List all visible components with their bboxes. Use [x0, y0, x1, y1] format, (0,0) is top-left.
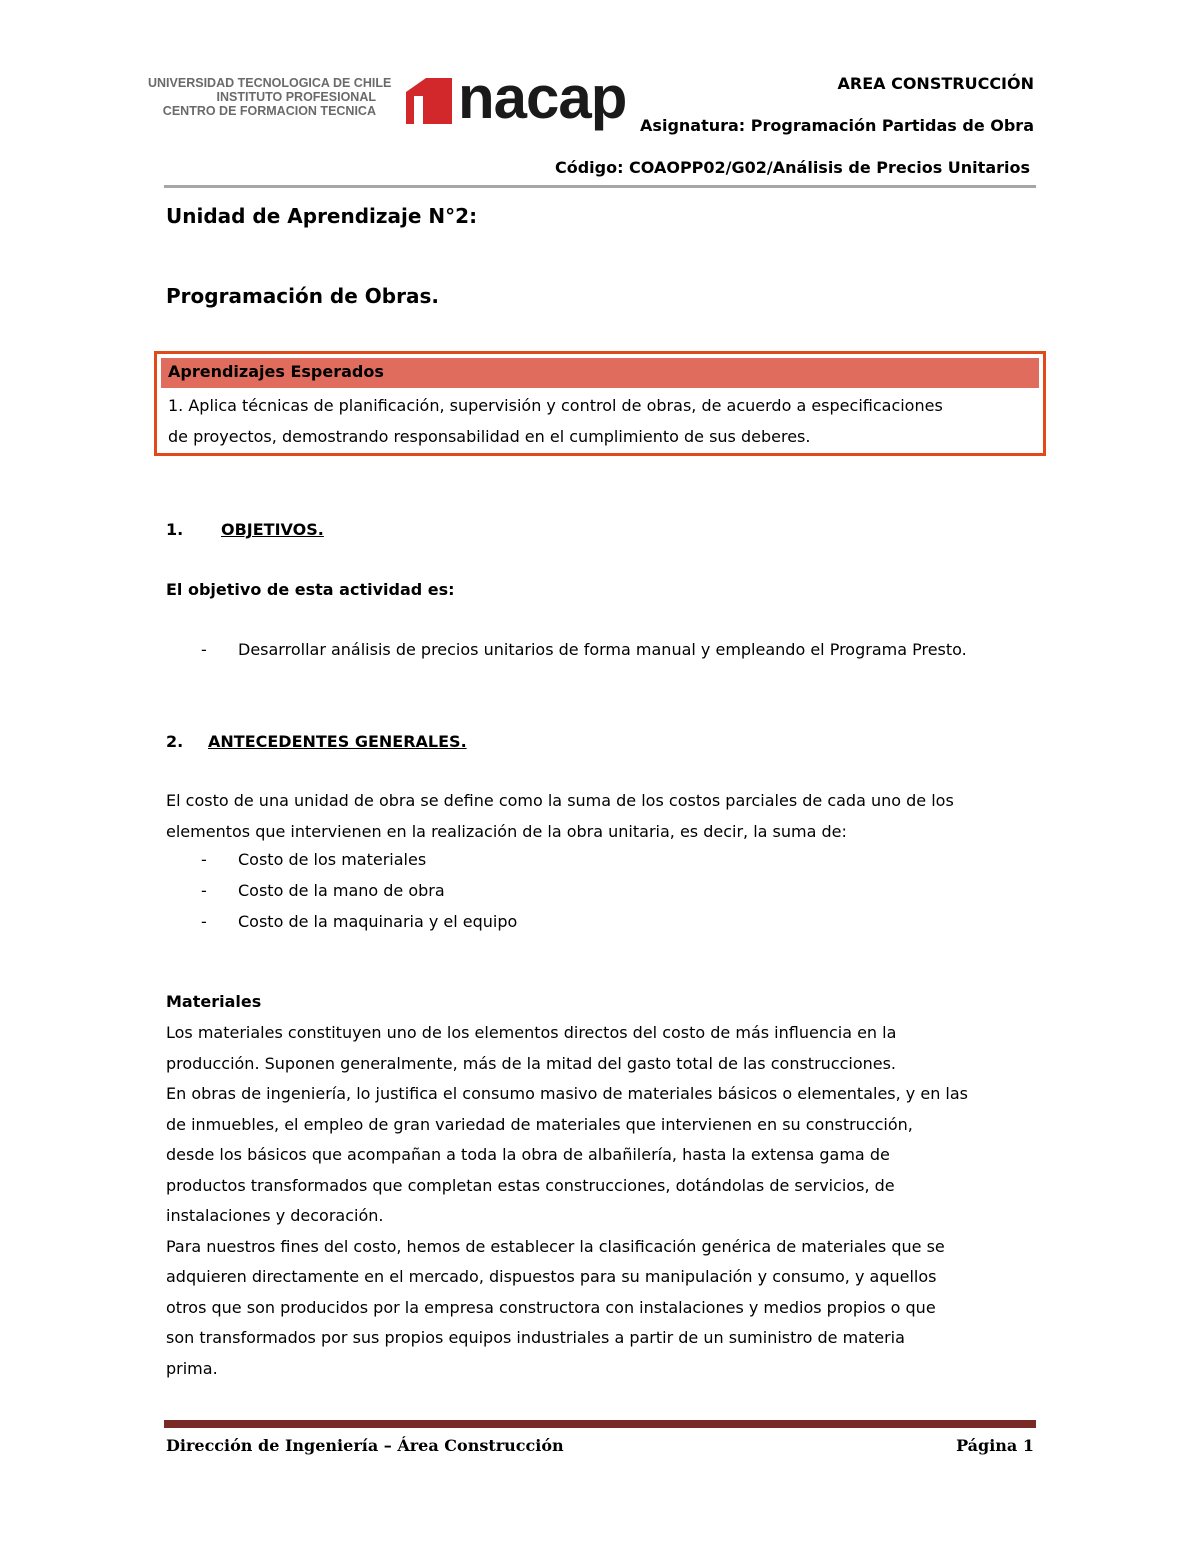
footer-divider [164, 1420, 1036, 1428]
section2-intro [166, 786, 1038, 847]
paragraph-line: desde los básicos que acompañan a toda la obra de albañilería, hasta la extensa gama de [166, 1145, 890, 1164]
section1-number: 1. [166, 520, 184, 539]
bullet-dash: - [201, 912, 207, 931]
paragraph-line: son transformados por sus propios equipos industriales a partir de un suministro de materia [166, 1328, 905, 1347]
cost-bullet: Costo de los materiales [238, 850, 427, 869]
section2-title: ANTECEDENTES GENERALES. [208, 732, 467, 751]
section1-title: OBJETIVOS. [221, 520, 324, 539]
expected-learning-text [168, 390, 1038, 452]
institution-line: UNIVERSIDAD TECNOLOGICA DE CHILE [148, 76, 392, 90]
footer-page-number: Página 1 [956, 1436, 1034, 1455]
expected-learning-heading: Aprendizajes Esperados [168, 362, 384, 381]
paragraph-line: prima. [166, 1358, 218, 1378]
paragraph-line: elementos que intervienen en la realización de la obra unitaria, es decir, la suma de: [166, 821, 847, 841]
institution-line: INSTITUTO PROFESIONAL [216, 90, 376, 104]
bullet-dash: - [201, 881, 207, 900]
paragraph-line: Los materiales constituyen uno de los elementos directos del costo de más influencia en la [166, 1023, 897, 1042]
materials-heading: Materiales [166, 992, 262, 1011]
bullet-dash: - [201, 640, 207, 659]
institution-line: CENTRO DE FORMACION TECNICA [162, 104, 376, 118]
expected-learning-header [161, 358, 1039, 388]
header-code: Código: COAOPP02/G02/Análisis de Precios Unitarios [554, 158, 1030, 177]
bullet-dash: - [201, 850, 207, 869]
expected-learning-line: de proyectos, demostrando responsabilidad en el cumplimiento de sus deberes. [168, 427, 811, 446]
topic-title: Programación de Obras. [166, 284, 439, 308]
footer-department: Dirección de Ingeniería – Área Construcción [166, 1436, 564, 1455]
inacap-logo [406, 64, 627, 131]
paragraph-line: instalaciones y decoración. [166, 1206, 384, 1225]
expected-learning-box [154, 351, 1046, 456]
paragraph-line: producción. Suponen generalmente, más de la mitad del gasto total de las construcciones. [166, 1053, 897, 1073]
objective-bullet: Desarrollar análisis de precios unitarios de forma manual y empleando el Programa Presto. [238, 640, 967, 659]
expected-learning-line: 1. Aplica técnicas de planificación, supervisión y control de obras, de acuerdo a especificaciones [168, 396, 943, 415]
unit-title: Unidad de Aprendizaje N°2: [166, 204, 478, 228]
section2-number: 2. [166, 732, 184, 751]
paragraph-line: de inmuebles, el empleo de gran variedad de materiales que intervienen en su construcción, [166, 1114, 913, 1134]
materials-paragraph [166, 1018, 1038, 1384]
cost-bullet: Costo de la mano de obra [238, 881, 445, 900]
header-area: AREA CONSTRUCCIÓN [837, 74, 1034, 93]
paragraph-line: productos transformados que completan estas construcciones, dotándolas de servicios, de [166, 1175, 895, 1195]
inacap-logo-text: nacap [458, 64, 627, 131]
objective-intro: El objetivo de esta actividad es: [166, 580, 455, 599]
inacap-logo-mark-icon [406, 78, 452, 124]
header-divider [164, 185, 1036, 188]
paragraph-line: Para nuestros fines del costo, hemos de establecer la clasificación genérica de materiales que se [166, 1236, 945, 1256]
cost-bullet: Costo de la maquinaria y el equipo [238, 912, 518, 931]
header-subject: Asignatura: Programación Partidas de Obra [640, 116, 1034, 135]
paragraph-line: otros que son producidos por la empresa constructora con instalaciones y medios propios o que [166, 1297, 936, 1317]
paragraph-line: adquieren directamente en el mercado, dispuestos para su manipulación y consumo, y aquellos [166, 1267, 937, 1286]
institution-block [148, 76, 392, 118]
paragraph-line: El costo de una unidad de obra se define como la suma de los costos parciales de cada uno de los [166, 791, 954, 810]
paragraph-line: En obras de ingeniería, lo justifica el consumo masivo de materiales básicos o elementales, y en las [166, 1084, 969, 1103]
